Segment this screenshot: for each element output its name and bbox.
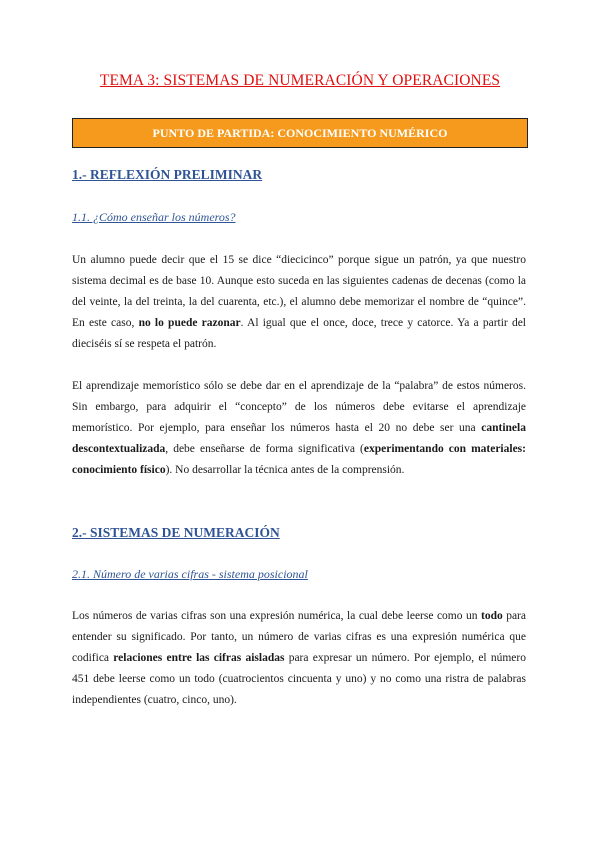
paragraph-3-text-d: para expresar un número. Por ejemplo, el número 451 debe leerse como un todo (cuatrocientos cincuenta y uno) y no como una ristra de palabras independientes (cuatro, cinco, uno).	[72, 651, 526, 706]
paragraph-2-text-a: El aprendizaje memorístico sólo se debe dar en el aprendizaje de la “palabra” de estos números. Sin embargo, para adquirir el “concepto” de los números debe evitarse el aprendizaje memorístico. Por ejemplo, para enseñar los números hasta el 20 no debe ser una	[72, 380, 526, 434]
document-title: TEMA 3: SISTEMAS DE NUMERACIÓN Y OPERACIONES	[99, 72, 501, 89]
section-heading-2: 2.- SISTEMAS DE NUMERACIÓN	[72, 525, 280, 540]
subsection-heading-1-1: 1.1. ¿Cómo enseñar los números?	[72, 210, 236, 224]
paragraph-3	[72, 606, 526, 711]
paragraph-2-bold-1: cantinela descontextualizada	[72, 421, 526, 455]
paragraph-2-bold-2: experimentando con materiales: conocimiento físico	[72, 442, 526, 476]
paragraph-3-bold-1: todo	[480, 610, 503, 622]
paragraph-2-text-c: , debe enseñarse de forma significativa (	[165, 442, 364, 455]
section-banner	[72, 118, 528, 148]
paragraph-1-text-c: . Al igual que el once, doce, trece y catorce. Ya a partir del dieciséis sí se respeta el patrón.	[72, 316, 527, 350]
subsection-heading-2-1: 2.1. Número de varias cifras - sistema posicional	[72, 567, 308, 581]
paragraph-2-text-d: ). No desarrollar la técnica antes de la comprensión.	[165, 463, 405, 476]
paragraph-3-text-c: para entender su significado. Por tanto, un número de varias cifras es una expresión numérica que codifica	[72, 610, 526, 664]
paragraph-1	[72, 250, 526, 355]
paragraph-1-text-a: Un alumno puede decir que el 15 se dice “diecicinco” porque sigue un patrón, ya que nuestro sistema decimal es de base 10. Aunque esto suceda en las siguientes cadenas de decenas (como la del veinte, la del treinta, la del cuarenta, etc.), el alumno debe memorizar el nombre de “quince”. En este caso,	[72, 254, 526, 329]
paragraph-3-bold-2: relaciones entre las cifras aisladas	[113, 651, 285, 664]
paragraph-1-bold-1: no lo puede razonar	[138, 316, 241, 329]
banner-label: PUNTO DE PARTIDA: CONOCIMIENTO NUMÉRICO	[152, 125, 448, 140]
paragraph-2	[72, 376, 526, 481]
section-heading-1: 1.- REFLEXIÓN PRELIMINAR	[72, 167, 263, 182]
paragraph-3-text-a: Los números de varias cifras son una expresión numérica, la cual debe leerse como un	[72, 610, 481, 622]
